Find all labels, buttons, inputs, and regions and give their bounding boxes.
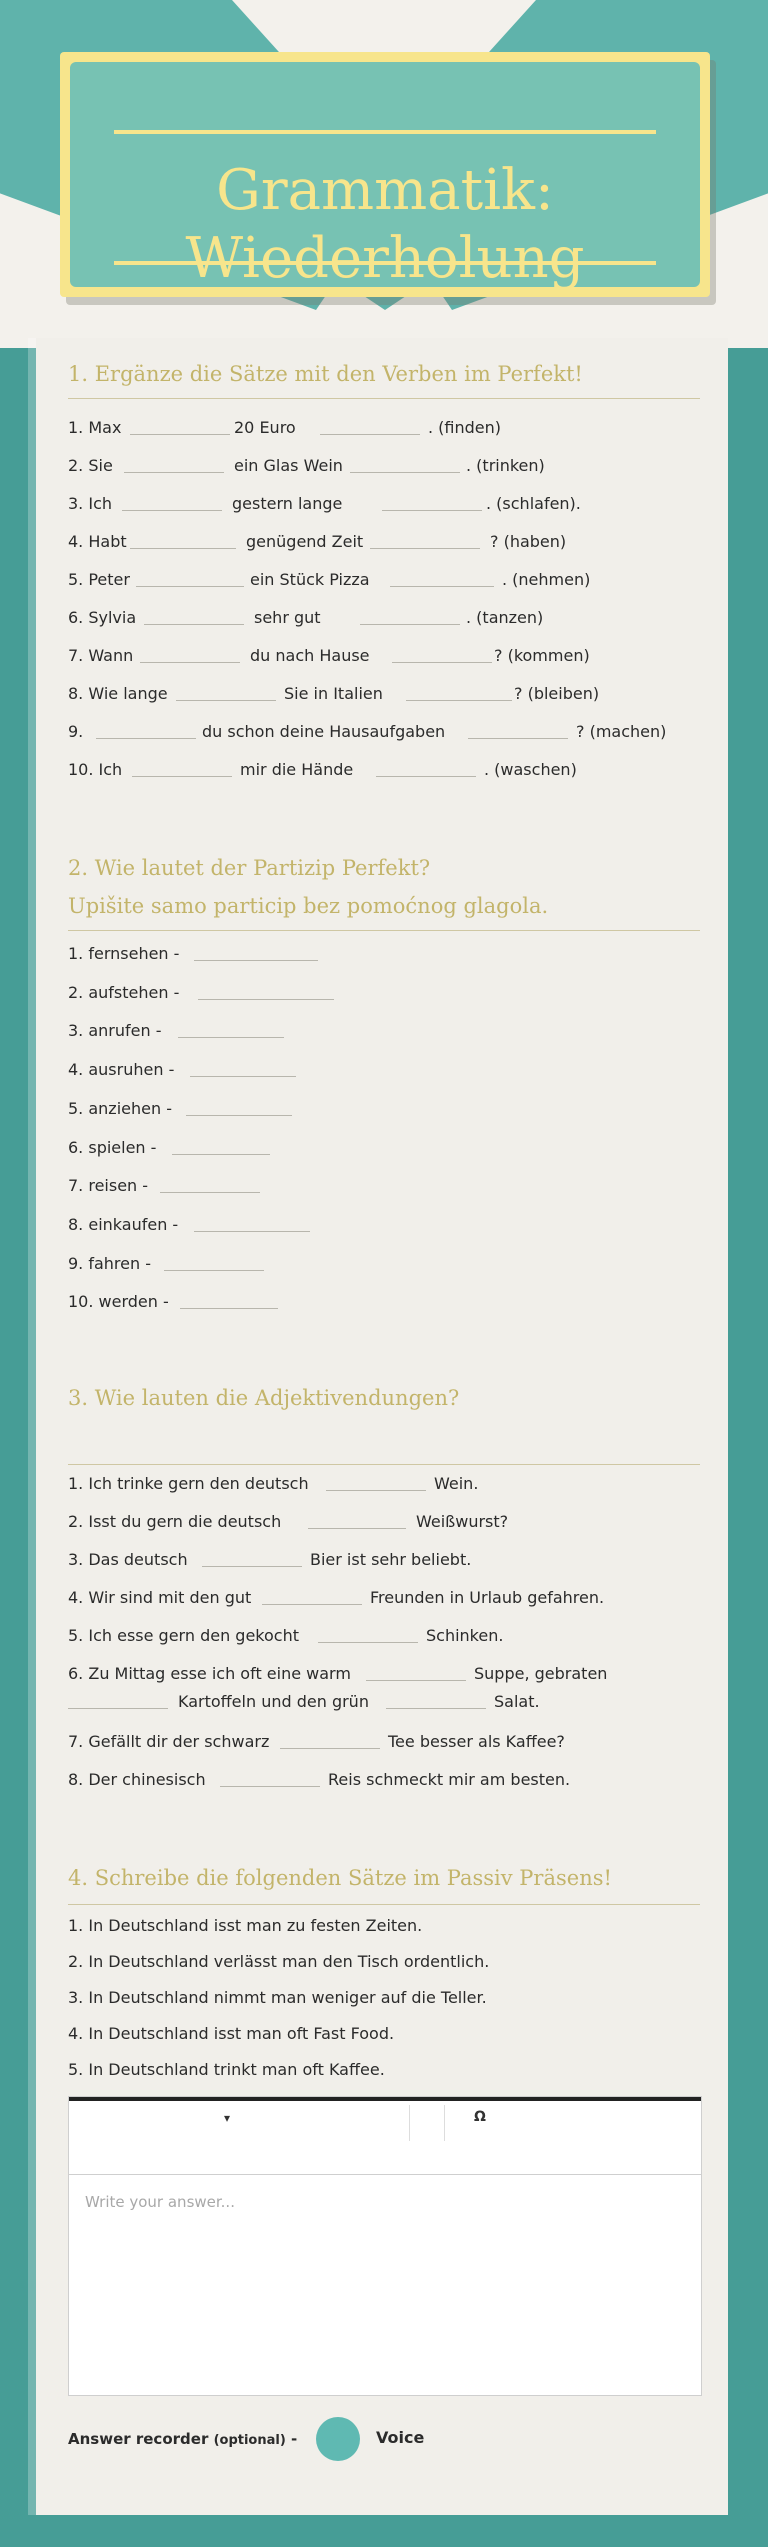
sentence-row [68, 760, 700, 784]
sentence-text: ? (haben) [490, 532, 567, 551]
adjective-row [68, 1474, 700, 1498]
answer-blank[interactable] [130, 434, 230, 435]
participle-row [68, 1292, 700, 1316]
banner-divider [114, 130, 656, 134]
sentence-text: . (trinken) [466, 456, 545, 475]
participle-row [68, 1176, 700, 1200]
section-4-title: 4. Schreibe die folgenden Sätze im Passiv Präsens! [68, 1866, 612, 1890]
sentence-row [68, 722, 700, 746]
answer-blank[interactable] [308, 1528, 406, 1529]
sentence-row [68, 456, 700, 480]
answer-blank[interactable] [350, 472, 460, 473]
editor-toolbar [69, 2097, 701, 2175]
sentence-text: Sie in Italien [284, 684, 383, 703]
section-divider [68, 398, 700, 399]
participle-row [68, 1099, 700, 1123]
voice-label: Voice [376, 2428, 425, 2447]
sentence-text: Kartoffeln und den grün [178, 1692, 369, 1711]
sentence-text: 5. Peter [68, 570, 130, 589]
adjective-row [68, 1550, 700, 1574]
sentence-text: 3. Das deutsch [68, 1550, 188, 1569]
participle-row [68, 1021, 700, 1045]
answer-blank[interactable] [172, 1154, 270, 1155]
adjective-row [68, 1588, 700, 1612]
sentence-text: 10. Ich [68, 760, 123, 779]
answer-blank[interactable] [202, 1566, 302, 1567]
sentence-row [68, 646, 700, 670]
answer-blank[interactable] [390, 586, 494, 587]
participle-verb: 10. werden - [68, 1292, 169, 1312]
answer-blank[interactable] [376, 776, 476, 777]
answer-blank[interactable] [198, 999, 334, 1000]
worksheet [36, 338, 728, 2515]
sentence-text: ein Glas Wein [234, 456, 343, 475]
answer-recorder-label [68, 2430, 297, 2448]
sentence-text: du schon deine Hausaufgaben [202, 722, 446, 741]
answer-blank[interactable] [132, 776, 232, 777]
sentence-text: 2. Sie [68, 456, 113, 475]
sentence-text: du nach Hause [250, 646, 370, 665]
participle-verb: 1. fernsehen - [68, 944, 180, 963]
sentence-text: 4. Habt [68, 532, 127, 551]
sentence-text: Reis schmeckt mir am besten. [328, 1770, 571, 1789]
answer-blank[interactable] [386, 1708, 486, 1709]
answer-blank[interactable] [190, 1076, 296, 1077]
answer-blank[interactable] [194, 960, 318, 961]
participle-verb: 7. reisen - [68, 1176, 149, 1196]
participle-verb: 6. spielen - [68, 1137, 157, 1157]
answer-blank[interactable] [366, 1680, 466, 1681]
adjective-row [68, 1626, 700, 1650]
answer-blank[interactable] [96, 738, 196, 739]
passive-sentence: 4. In Deutschland isst man oft Fast Food. [68, 2024, 395, 2043]
recorder-optional-text: (optional) [213, 2433, 286, 2448]
sentence-text: . (tanzen) [466, 608, 544, 627]
sentence-text: 8. Der chinesisch [68, 1770, 206, 1789]
sentence-row [68, 608, 700, 632]
sentence-text: . (waschen) [484, 760, 577, 779]
special-character-button[interactable]: Ω [474, 2109, 486, 2125]
answer-blank[interactable] [326, 1490, 426, 1491]
recorder-label-text: Answer recorder [68, 2430, 209, 2448]
sentence-row [68, 684, 700, 708]
section-3-title: 3. Wie lauten die Adjektivendungen? [68, 1386, 460, 1410]
participle-verb: 2. aufstehen - [68, 982, 180, 1002]
sentence-text: ein Stück Pizza [250, 570, 370, 589]
sentence-text: . (schlafen). [486, 494, 581, 513]
toolbar-separator [409, 2105, 410, 2141]
sentence-text: Suppe, gebraten [474, 1664, 608, 1683]
answer-blank[interactable] [370, 548, 480, 549]
sentence-text: . (finden) [428, 418, 502, 437]
answer-blank[interactable] [160, 1192, 260, 1193]
answer-blank[interactable] [122, 510, 222, 511]
sentence-text: gestern lange [232, 494, 343, 513]
sentence-text: ? (kommen) [494, 646, 590, 665]
answer-blank[interactable] [194, 1231, 310, 1232]
sentence-text: 9. [68, 722, 84, 741]
answer-blank[interactable] [280, 1748, 380, 1749]
sentence-text: 20 Euro [234, 418, 296, 437]
answer-blank[interactable] [262, 1604, 362, 1605]
sentence-text: 1. Ich trinke gern den deutsch [68, 1474, 309, 1493]
participle-verb: 4. ausruhen - [68, 1060, 175, 1080]
sentence-row [68, 532, 700, 556]
participle-verb: 8. einkaufen - [68, 1214, 179, 1234]
answer-blank[interactable] [392, 662, 492, 663]
adjective-row [68, 1770, 700, 1794]
sentence-row [68, 494, 700, 518]
answer-blank[interactable] [178, 1037, 284, 1038]
adjective-row [68, 1512, 700, 1536]
section-divider [68, 1904, 700, 1905]
sentence-text: Bier ist sehr beliebt. [310, 1550, 472, 1569]
sentence-text: ? (machen) [576, 722, 667, 741]
answer-blank[interactable] [136, 586, 244, 587]
answer-blank[interactable] [130, 548, 236, 549]
record-button[interactable] [316, 2417, 360, 2461]
participle-row [68, 1060, 700, 1084]
participle-row [68, 983, 700, 1007]
participle-row [68, 1254, 700, 1278]
adjective-row [68, 1692, 700, 1716]
section-divider [68, 1464, 700, 1465]
sentence-text: 3. Ich [68, 494, 113, 513]
answer-blank[interactable] [144, 624, 244, 625]
answer-blank[interactable] [468, 738, 568, 739]
sentence-text: sehr gut [254, 608, 321, 627]
answer-blank[interactable] [140, 662, 240, 663]
sentence-text: 6. Zu Mittag esse ich oft eine warm [68, 1664, 351, 1683]
answer-textarea[interactable] [69, 2175, 701, 2395]
sentence-text: genügend Zeit [246, 532, 364, 551]
participle-verb: 3. anrufen - [68, 1021, 162, 1041]
answer-blank[interactable] [176, 700, 276, 701]
sentence-text: 1. Max [68, 418, 122, 437]
answer-blank[interactable] [318, 1642, 418, 1643]
adjective-row [68, 1732, 700, 1756]
sentence-text: 8. Wie lange [68, 684, 168, 703]
sentence-text: Salat. [494, 1692, 540, 1711]
adjective-row [68, 1664, 700, 1688]
section-2-title: 2. Wie lautet der Partizip Perfekt? [68, 856, 431, 880]
answer-blank[interactable] [68, 1708, 168, 1709]
sentence-text: Weißwurst? [416, 1512, 509, 1531]
answer-blank[interactable] [360, 624, 460, 625]
sentence-text: 2. Isst du gern die deutsch [68, 1512, 282, 1531]
passive-sentence: 5. In Deutschland trinkt man oft Kaffee. [68, 2060, 385, 2079]
answer-blank[interactable] [320, 434, 420, 435]
sentence-text: 5. Ich esse gern den gekocht [68, 1626, 299, 1645]
answer-blank[interactable] [406, 700, 512, 701]
answer-blank[interactable] [164, 1270, 264, 1271]
sentence-text: 6. Sylvia [68, 608, 137, 627]
participle-row [68, 1215, 700, 1239]
answer-blank[interactable] [124, 472, 224, 473]
participle-verb: 9. fahren - [68, 1253, 151, 1273]
sentence-text: Freunden in Urlaub gefahren. [370, 1588, 605, 1607]
chevron-down-icon[interactable]: ▾ [224, 2111, 231, 2125]
sentence-row [68, 570, 700, 594]
section-1-title: 1. Ergänze die Sätze mit den Verben im Perfekt! [68, 362, 583, 386]
sentence-text: ? (bleiben) [514, 684, 600, 703]
participle-row [68, 944, 700, 968]
passive-sentence: 2. In Deutschland verlässt man den Tisch ordentlich. [68, 1952, 490, 1971]
sentence-text: mir die Hände [240, 760, 354, 779]
answer-blank[interactable] [220, 1786, 320, 1787]
section-divider [68, 930, 700, 931]
participle-verb: 5. anziehen - [68, 1098, 172, 1118]
title-banner [60, 52, 710, 297]
participle-row [68, 1138, 700, 1162]
toolbar-separator [444, 2105, 445, 2141]
recorder-dash: - [291, 2430, 298, 2448]
answer-blank[interactable] [382, 510, 482, 511]
sentence-text: Wein. [434, 1474, 479, 1493]
sentence-text: 7. Gefällt dir der schwarz [68, 1732, 270, 1751]
sentence-text: 4. Wir sind mit den gut [68, 1588, 252, 1607]
passive-sentence: 3. In Deutschland nimmt man weniger auf die Teller. [68, 1988, 487, 2007]
sentence-text: 7. Wann [68, 646, 134, 665]
sentence-text: . (nehmen) [502, 570, 591, 589]
section-2-subtitle: Upišite samo particip bez pomoćnog glagola. [68, 894, 549, 918]
answer-blank[interactable] [180, 1308, 278, 1309]
passive-sentence: 1. In Deutschland isst man zu festen Zeiten. [68, 1916, 423, 1935]
sentence-row [68, 418, 700, 442]
sentence-text: Tee besser als Kaffee? [388, 1732, 565, 1751]
answer-blank[interactable] [186, 1115, 292, 1116]
sentence-text: Schinken. [426, 1626, 504, 1645]
answer-editor [68, 2096, 702, 2396]
page-title: Grammatik: Wiederholung [185, 158, 585, 291]
